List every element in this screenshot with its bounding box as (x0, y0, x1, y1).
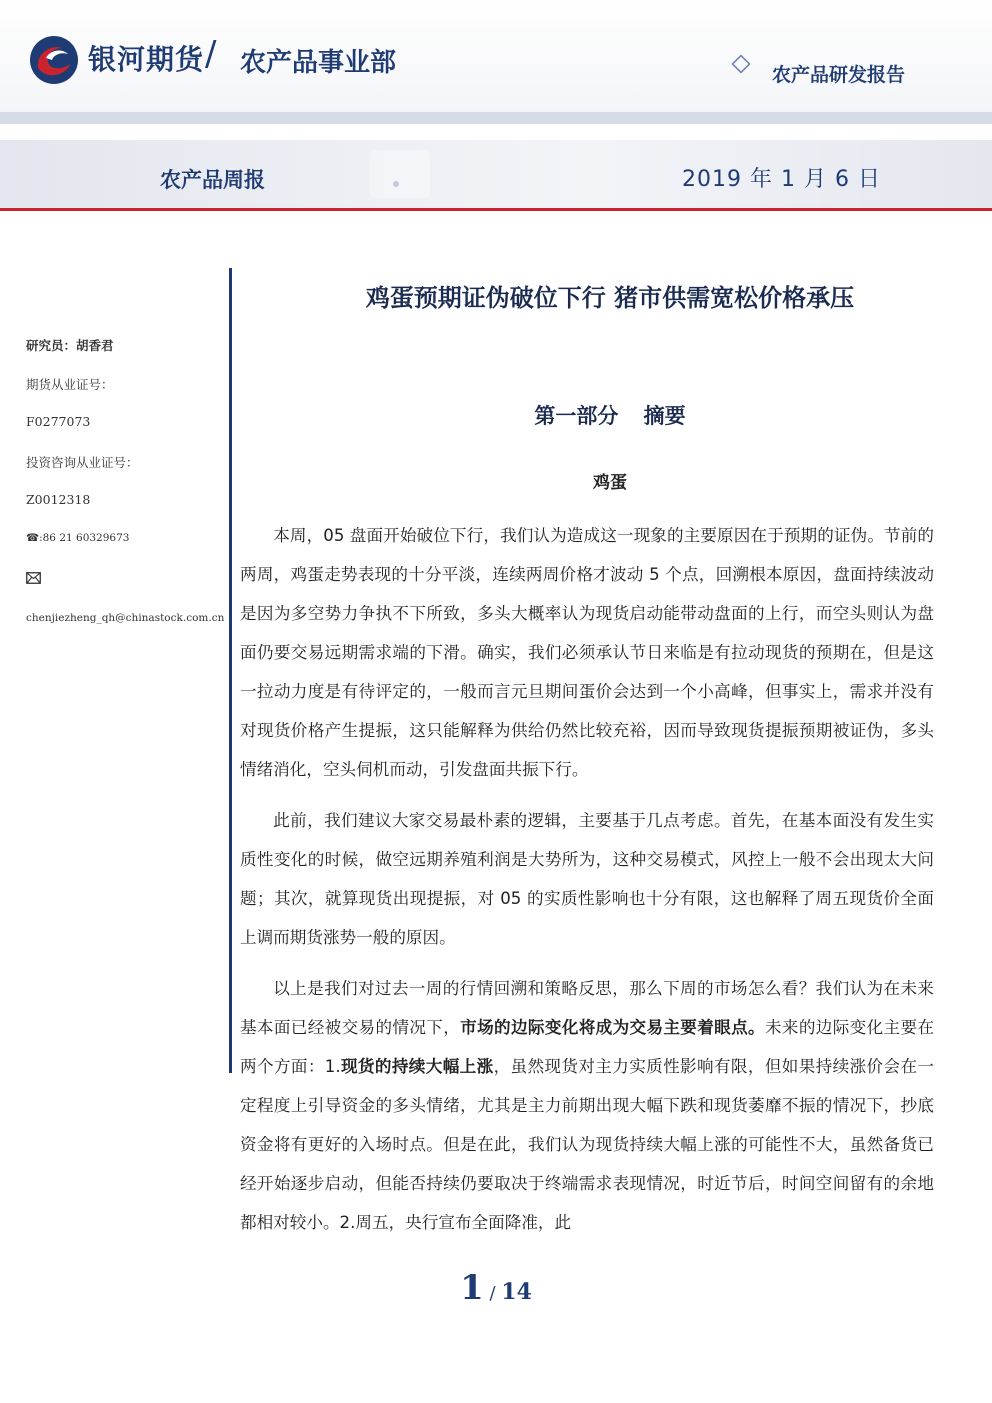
page-number (0, 1268, 992, 1308)
envelope-icon (26, 572, 41, 584)
company-logo-icon (28, 34, 80, 86)
invest-cert-number: Z0012318 (26, 492, 91, 507)
paragraph-3-part-c: 未来的边际变化主要在两个方面：1. (240, 1018, 935, 1076)
page-total: 14 (501, 1279, 532, 1305)
header-decor-line (430, 54, 760, 74)
report-category: 农产品周报 (160, 168, 265, 192)
section-heading: 第一部分 摘要 (534, 404, 686, 428)
paragraph-1: 本周，05 盘面开始破位下行，我们认为造成这一现象的主要原因在于预期的证伪。节前的两周，鸡蛋走势表现的十分平淡，连续两周价格才波动 5 个点，回溯根本原因，盘面持续波动是因为多空势力争执不下所致，多头大概率认为现货启动能带动盘面的上行，而空头则认为盘面仍要交易远期需求端的下滑。确实，我们必须承认节日来临是有拉动现货的预期在，但是这一拉动力度是有待评定的，一般而言元旦期间蛋价会达到一个小高峰，但事实上，需求并没有对现货价格产生提振，这只能解释为供给仍然比较充裕，因而导致现货提振预期被证伪，多头情绪消化，空头伺机而动，引发盘面共振下行。 (240, 526, 934, 779)
header-stripe (0, 112, 992, 124)
paragraph-3-emphasis-2: 现货的持续大幅上涨 (340, 1057, 494, 1076)
futures-cert-number: F0277073 (26, 414, 91, 429)
company-name: 银河期货 (88, 43, 205, 76)
paragraph-3 (240, 969, 934, 1242)
page-separator: / (483, 1283, 502, 1304)
email-address[interactable]: chenjiezheng_qh@chinastock.com.cn (26, 612, 225, 624)
researcher-name: 研究员：胡香君 (26, 338, 114, 353)
report-type: 农产品研发报告 (772, 64, 906, 86)
subsection-heading: 鸡蛋 (593, 473, 627, 493)
paragraph-2: 此前，我们建议大家交易最朴素的逻辑，主要基于几点考虑。首先，在基本面没有发生实质性变化的时候，做空远期养殖利润是大势所为，这种交易模式，风控上一般不会出现太大问题；其次，就算现货出现提振，对 05 的实质性影响也十分有限，这也解释了周五现货价全面上调而期货涨势一般的原因。 (240, 811, 934, 947)
report-date: 2019 年 1 月 6 日 (682, 167, 881, 192)
invest-cert-label: 投资咨询从业证号： (26, 455, 139, 470)
paragraph-3-part-a: 以上是我们对过去一周的行情回溯和策略反思，那么下周的市场怎么看？我们认为在未来基本面已经被交易的情况下， (240, 979, 934, 1037)
sidebar-divider (229, 268, 232, 1073)
paragraph-3-part-e: ，虽然现货对主力实质性影响有限，但如果持续涨价会在一定程度上引导资金的多头情绪，尤其是主力前期出现大幅下跌和现货萎靡不振的情况下，抄底资金将有更好的入场时点。但是在此，我们认为现货持续大幅上涨的可能性不大，虽然备货已经开始逐步启动，但能否持续仍要取决于终端需求表现情况，时近节后，时间空间留有的余地都相对较小。2.周五，央行宣布全面降准，此 (240, 1057, 935, 1232)
futures-cert-label: 期货从业证号： (26, 377, 114, 392)
body-text (240, 516, 934, 1254)
page-current: 1 (460, 1268, 484, 1308)
document-title: 鸡蛋预期证伪破位下行 猪市供需宽松价格承压 (365, 284, 855, 312)
banner-decoration (330, 140, 450, 208)
paragraph-3-emphasis-1: 市场的边际变化将成为交易主要着眼点。 (460, 1018, 765, 1037)
phone-number: ☎:86 21 60329673 (26, 532, 130, 544)
header-divider: / (205, 34, 217, 74)
department-name: 农产品事业部 (240, 48, 397, 78)
